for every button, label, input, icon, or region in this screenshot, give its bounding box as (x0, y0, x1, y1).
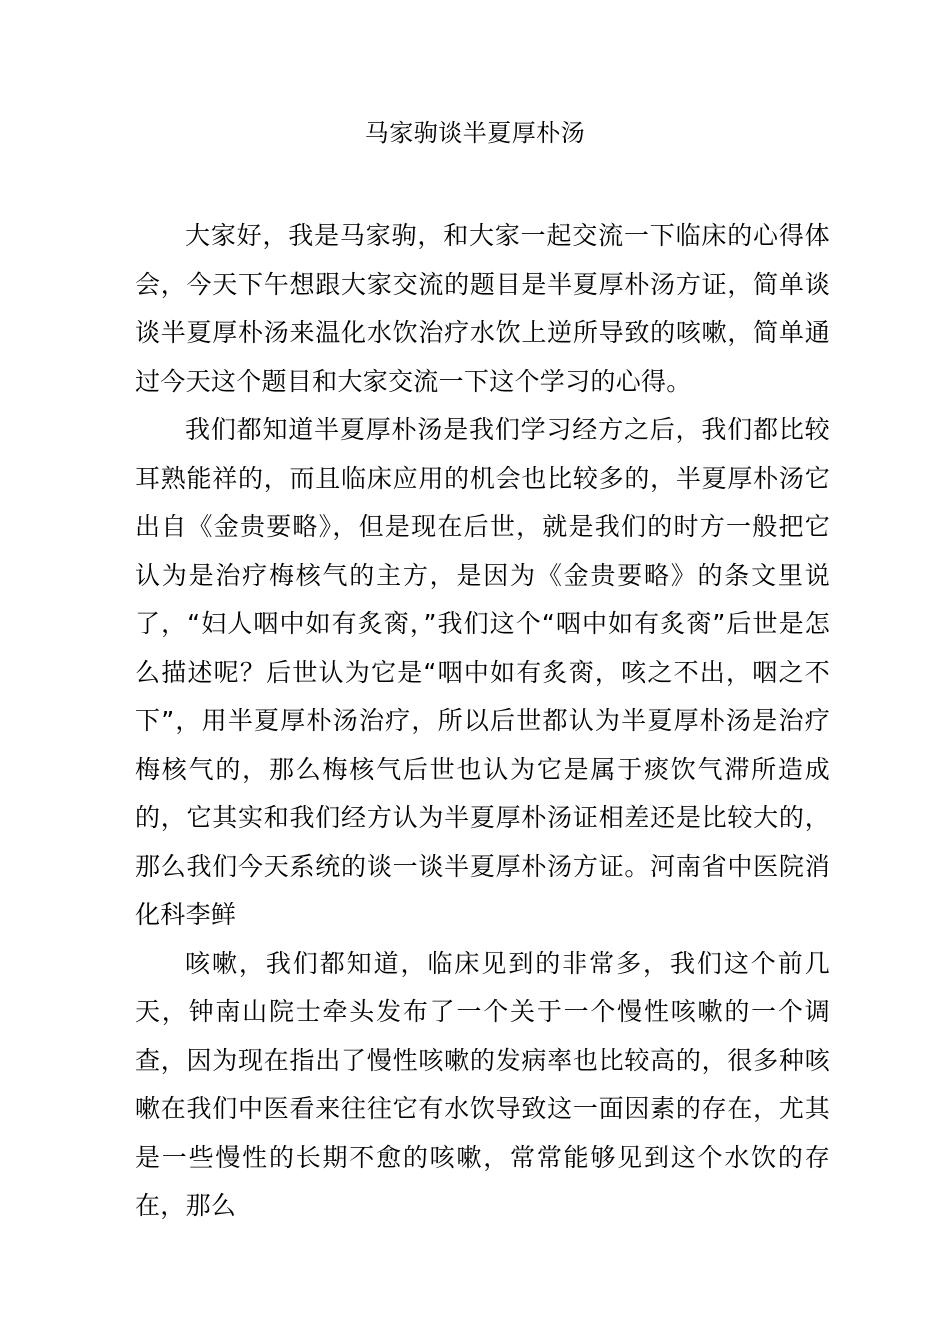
document-title: 马家驹谈半夏厚朴汤 (364, 119, 586, 147)
paragraph-3: 咳嗽，我们都知道，临床见到的非常多，我们这个前几天，钟南山院士牵头发布了一个关于一个慢性咳嗽的一个调查，因为现在指出了慢性咳嗽的发病率也比较高的，很多种咳嗽在我们中医看来往往它有水饮导致这一面因素的存在，尤其是一些慢性的长期不愈的咳嗽，常常能够见到这个水饮的存在，那么 (135, 948, 830, 1220)
paragraph-1: 大家好，我是马家驹，和大家一起交流一下临床的心得体会，今天下午想跟大家交流的题目是半夏厚朴汤方证，简单谈谈半夏厚朴汤来温化水饮治疗水饮上逆所导致的咳嗽，简单通过今天这个题目和大家交流一下这个学习的心得。 (135, 221, 830, 396)
paragraph-2: 我们都知道半夏厚朴汤是我们学习经方之后，我们都比较耳熟能祥的，而且临床应用的机会也比较多的，半夏厚朴汤它出自《金贵要略》，但是现在后世，就是我们的时方一般把它认为是治疗梅核气的主方，是因为《金贵要略》的条文里说了，“妇人咽中如有炙脔，”我们这个“咽中如有炙脔”后世是怎么描述呢？后世认为它是“咽中如有炙脔，咳之不出，咽之不下”，用半夏厚朴汤治疗，所以后世都认为半夏厚朴汤是治疗梅核气的，那么梅核气后世也认为它是属于痰饮气滞所造成的，它其实和我们经方认为半夏厚朴汤证相差还是比较大的，那么我们今天系统的谈一谈半夏厚朴汤方证。河南省中医院消化科李鲜 (135, 415, 830, 929)
document-body (135, 212, 830, 1231)
